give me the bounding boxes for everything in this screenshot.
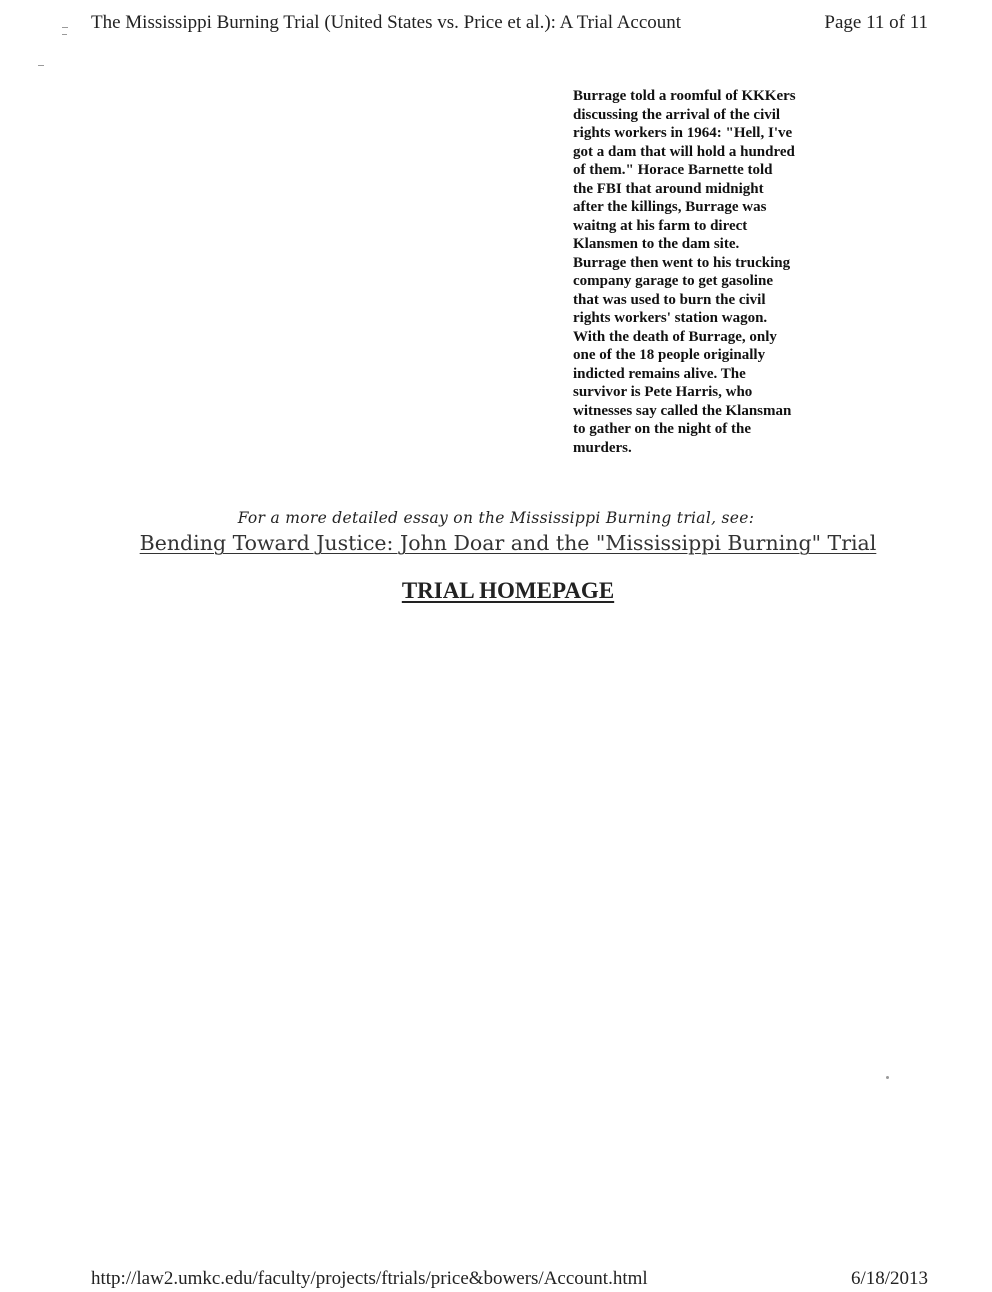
essay-link[interactable]: Bending Toward Justice: John Doar and the "Mississippi Burning" Trial bbox=[139, 531, 877, 555]
page-number: Page 11 of 11 bbox=[824, 12, 928, 33]
sidebar-note-line: got a dam that will hold a hundred bbox=[573, 143, 795, 160]
footer-url: http://law2.umkc.edu/faculty/projects/ftrials/price&bowers/Account.html bbox=[91, 1268, 648, 1289]
sidebar-note bbox=[573, 87, 838, 457]
sidebar-note-line: rights workers in 1964: "Hell, I've bbox=[573, 125, 793, 141]
sidebar-note-line: to gather on the night of the bbox=[573, 421, 752, 437]
scan-speck bbox=[62, 34, 67, 35]
sidebar-note-line: company garage to get gasoline bbox=[573, 273, 773, 289]
sidebar-note-line: survivor is Pete Harris, who bbox=[573, 384, 753, 400]
page-header-title: The Mississippi Burning Trial (United States vs. Price et al.): A Trial Account bbox=[91, 12, 682, 33]
scan-speck bbox=[886, 1076, 889, 1079]
essay-intro-text: For a more detailed essay on the Mississippi Burning trial, see: bbox=[237, 509, 755, 527]
scan-speck bbox=[62, 27, 68, 28]
sidebar-note-line: one of the 18 people originally bbox=[573, 347, 766, 363]
sidebar-note-line: Burrage then went to his trucking bbox=[573, 254, 791, 271]
sidebar-note-line: waitng at his farm to direct bbox=[573, 217, 748, 234]
trial-homepage-link[interactable]: TRIAL HOMEPAGE bbox=[401, 578, 615, 603]
sidebar-note-line: murders. bbox=[573, 439, 632, 456]
sidebar-note-line: With the death of Burrage, only bbox=[573, 328, 777, 345]
sidebar-note-line: witnesses say called the Klansman bbox=[573, 402, 792, 419]
sidebar-note-line: Klansmen to the dam site. bbox=[573, 236, 740, 252]
sidebar-note-line: the FBI that around midnight bbox=[573, 180, 764, 197]
sidebar-note-line: of them." Horace Barnette told bbox=[573, 162, 773, 178]
sidebar-note-line: after the killings, Burrage was bbox=[573, 199, 767, 215]
scan-speck bbox=[38, 65, 44, 66]
footer-date: 6/18/2013 bbox=[850, 1268, 928, 1289]
sidebar-note-line: discussing the arrival of the civil bbox=[573, 106, 781, 123]
sidebar-note-line: rights workers' station wagon. bbox=[573, 310, 768, 326]
sidebar-note-line: indicted remains alive. The bbox=[573, 365, 746, 382]
sidebar-note-line: that was used to burn the civil bbox=[573, 291, 766, 308]
sidebar-note-line: Burrage told a roomful of KKKers bbox=[573, 88, 796, 104]
